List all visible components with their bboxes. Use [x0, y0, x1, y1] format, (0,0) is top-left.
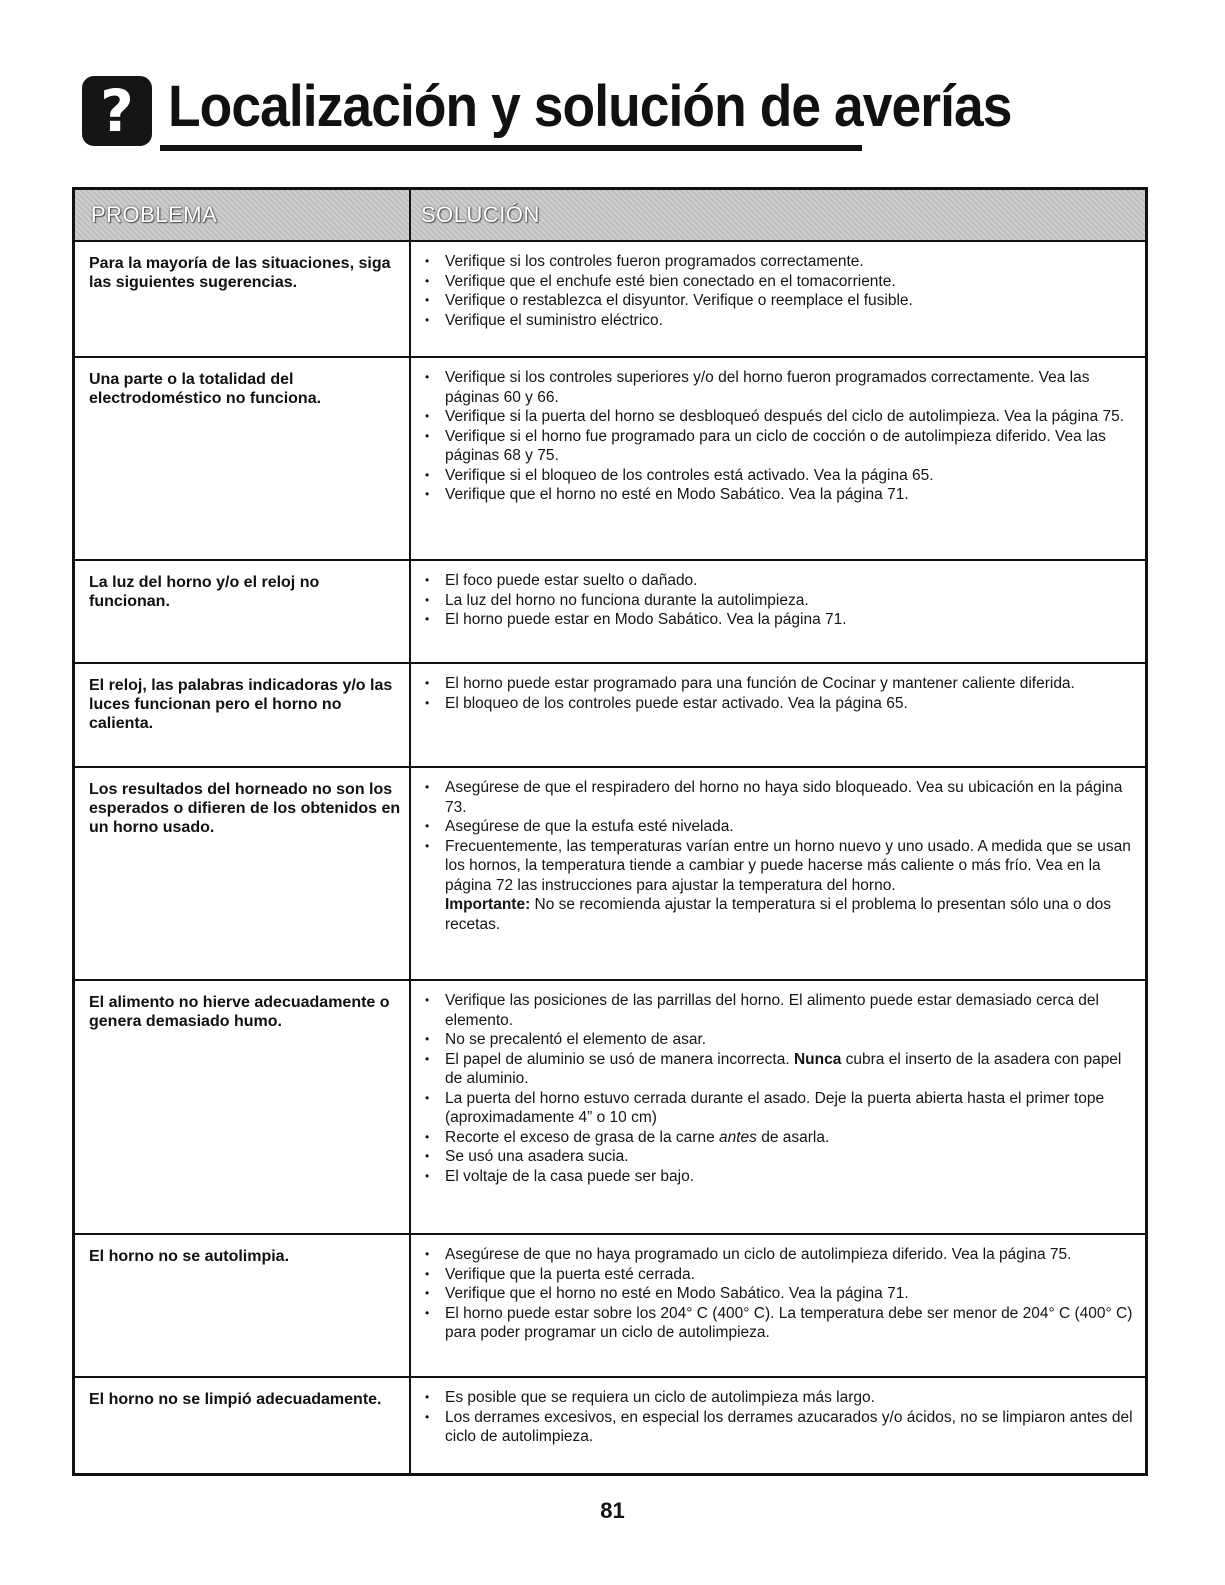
problem-cell: Para la mayoría de las situaciones, siga las siguientes sugerencias. [75, 242, 411, 356]
solution-item: • Asegúrese de que la estufa esté nivelada. [411, 817, 1135, 837]
page-title: Localización y solución de averías [168, 74, 1012, 139]
solution-item: • Verifique el suministro eléctrico. [411, 311, 1135, 331]
solution-item: • El foco puede estar suelto o dañado. [411, 571, 1135, 591]
solution-item: • Verifique o restablezca el disyuntor. Verifique o reemplace el fusible. [411, 291, 1135, 311]
column-header-solution: SOLUCIÓN [421, 202, 540, 227]
problem-cell: El horno no se autolimpia. [75, 1235, 411, 1376]
table-row [75, 561, 1145, 664]
important-label: Importante: [445, 896, 531, 913]
problem-cell: El horno no se limpió adecuadamente. [75, 1378, 411, 1473]
solution-item: • Verifique las posiciones de las parrillas del horno. El alimento puede estar demasiado cerca del elemento. [411, 991, 1135, 1030]
solution-item: • Se usó una asadera sucia. [411, 1147, 1135, 1167]
solution-item: • La puerta del horno estuvo cerrada durante el asado. Deje la puerta abierta hasta el primer tope (aproximadamente 4” o 10 cm) [411, 1089, 1135, 1128]
solution-text: Frecuentemente, las temperaturas varían entre un horno nuevo y uno usado. A medida que se usan los hornos, la temperatura tiende a cambiar y puede hacerse más caliente o más frío. Vea en la página 72 las instrucciones para ajustar la temperatura del horno. [445, 837, 1131, 894]
title-underline [160, 145, 862, 151]
important-text: No se recomienda ajustar la temperatura si el problema lo presentan sólo una o dos recetas. [445, 896, 1111, 933]
solution-item: • El voltaje de la casa puede ser bajo. [411, 1167, 1135, 1187]
solution-item: • Los derrames excesivos, en especial los derrames azucarados y/o ácidos, no se limpiaron antes del ciclo de autolimpieza. [411, 1408, 1135, 1447]
solution-text: cubra el inserto de la asadera con papel de aluminio. [445, 1050, 1122, 1087]
solution-item [411, 1050, 1135, 1089]
table-row [75, 242, 1145, 358]
solution-item: • Verifique que la puerta esté cerrada. [411, 1265, 1135, 1285]
solution-item: • Verifique si los controles superiores y/o del horno fueron programados correctamente. Vea las páginas 60 y 66. [411, 368, 1135, 407]
solution-item: • Verifique que el enchufe esté bien conectado en el tomacorriente. [411, 272, 1135, 292]
solution-cell [411, 981, 1145, 1233]
solution-item: • Asegúrese de que no haya programado un ciclo de autolimpieza diferido. Vea la página 75. [411, 1245, 1135, 1265]
column-header-problem: PROBLEMA [75, 190, 411, 240]
solution-item: • La luz del horno no funciona durante la autolimpieza. [411, 591, 1135, 611]
solution-item: • Verifique que el horno no esté en Modo Sabático. Vea la página 71. [411, 1284, 1135, 1304]
table-header [75, 190, 1145, 242]
solution-text: El papel de aluminio se usó de manera incorrecta. [445, 1050, 794, 1068]
solution-item: • El horno puede estar programado para una función de Cocinar y mantener caliente diferida. [411, 674, 1135, 694]
warning-word: Nunca [793, 1050, 842, 1068]
solution-item: • El bloqueo de los controles puede estar activado. Vea la página 65. [411, 694, 1135, 714]
solution-item: • Es posible que se requiera un ciclo de autolimpieza más largo. [411, 1388, 1135, 1408]
table-row [75, 358, 1145, 561]
problem-cell: Los resultados del horneado no son los esperados o difieren de los obtenidos en un horno usado. [75, 768, 411, 979]
problem-cell: El reloj, las palabras indicadoras y/o las luces funcionan pero el horno no calienta. [75, 664, 411, 766]
solution-cell [411, 1378, 1145, 1473]
solution-item: • Verifique si el horno fue programado para un ciclo de cocción o de autolimpieza diferido. Vea las páginas 68 y 75. [411, 427, 1135, 466]
solution-item: • No se precalentó el elemento de asar. [411, 1030, 1135, 1050]
solution-item [411, 837, 1135, 935]
solution-cell [411, 768, 1145, 979]
solution-cell [411, 561, 1145, 662]
solution-item: • Verifique que el horno no esté en Modo Sabático. Vea la página 71. [411, 485, 1135, 505]
problem-cell: La luz del horno y/o el reloj no funcionan. [75, 561, 411, 662]
solution-cell [411, 242, 1145, 356]
solution-cell [411, 1235, 1145, 1376]
solution-item: • El horno puede estar sobre los 204° C (400° C). La temperatura debe ser menor de 204° C (400° C) para poder programar un ciclo de autolimpieza. [411, 1304, 1135, 1343]
solution-cell [411, 358, 1145, 559]
table-row [75, 981, 1145, 1235]
solution-item: • Verifique si los controles fueron programados correctamente. [411, 252, 1135, 272]
solution-cell [411, 664, 1145, 766]
solution-item: • Verifique si la puerta del horno se desbloqueó después del ciclo de autolimpieza. Vea la página 75. [411, 407, 1135, 427]
solution-item [411, 1128, 1135, 1148]
problem-cell: Una parte o la totalidad del electrodoméstico no funciona. [75, 358, 411, 559]
table-row [75, 1235, 1145, 1378]
solution-item: • Verifique si el bloqueo de los controles está activado. Vea la página 65. [411, 466, 1135, 486]
table-row [75, 768, 1145, 981]
question-mark-icon: ? [82, 76, 152, 146]
table-row [75, 1378, 1145, 1473]
solution-item: • Asegúrese de que el respiradero del horno no haya sido bloqueado. Vea su ubicación en la página 73. [411, 778, 1135, 817]
troubleshooting-table [72, 187, 1148, 1476]
table-row [75, 664, 1145, 768]
solution-text: Recorte el exceso de grasa de la carne [445, 1128, 719, 1146]
page-number: 81 [600, 1498, 625, 1523]
solution-text: de asarla. [756, 1128, 830, 1146]
page-header [82, 72, 1012, 152]
solution-item: • El horno puede estar en Modo Sabático. Vea la página 71. [411, 610, 1135, 630]
problem-cell: El alimento no hierve adecuadamente o genera demasiado humo. [75, 981, 411, 1233]
emphasis-word: antes [719, 1128, 757, 1146]
